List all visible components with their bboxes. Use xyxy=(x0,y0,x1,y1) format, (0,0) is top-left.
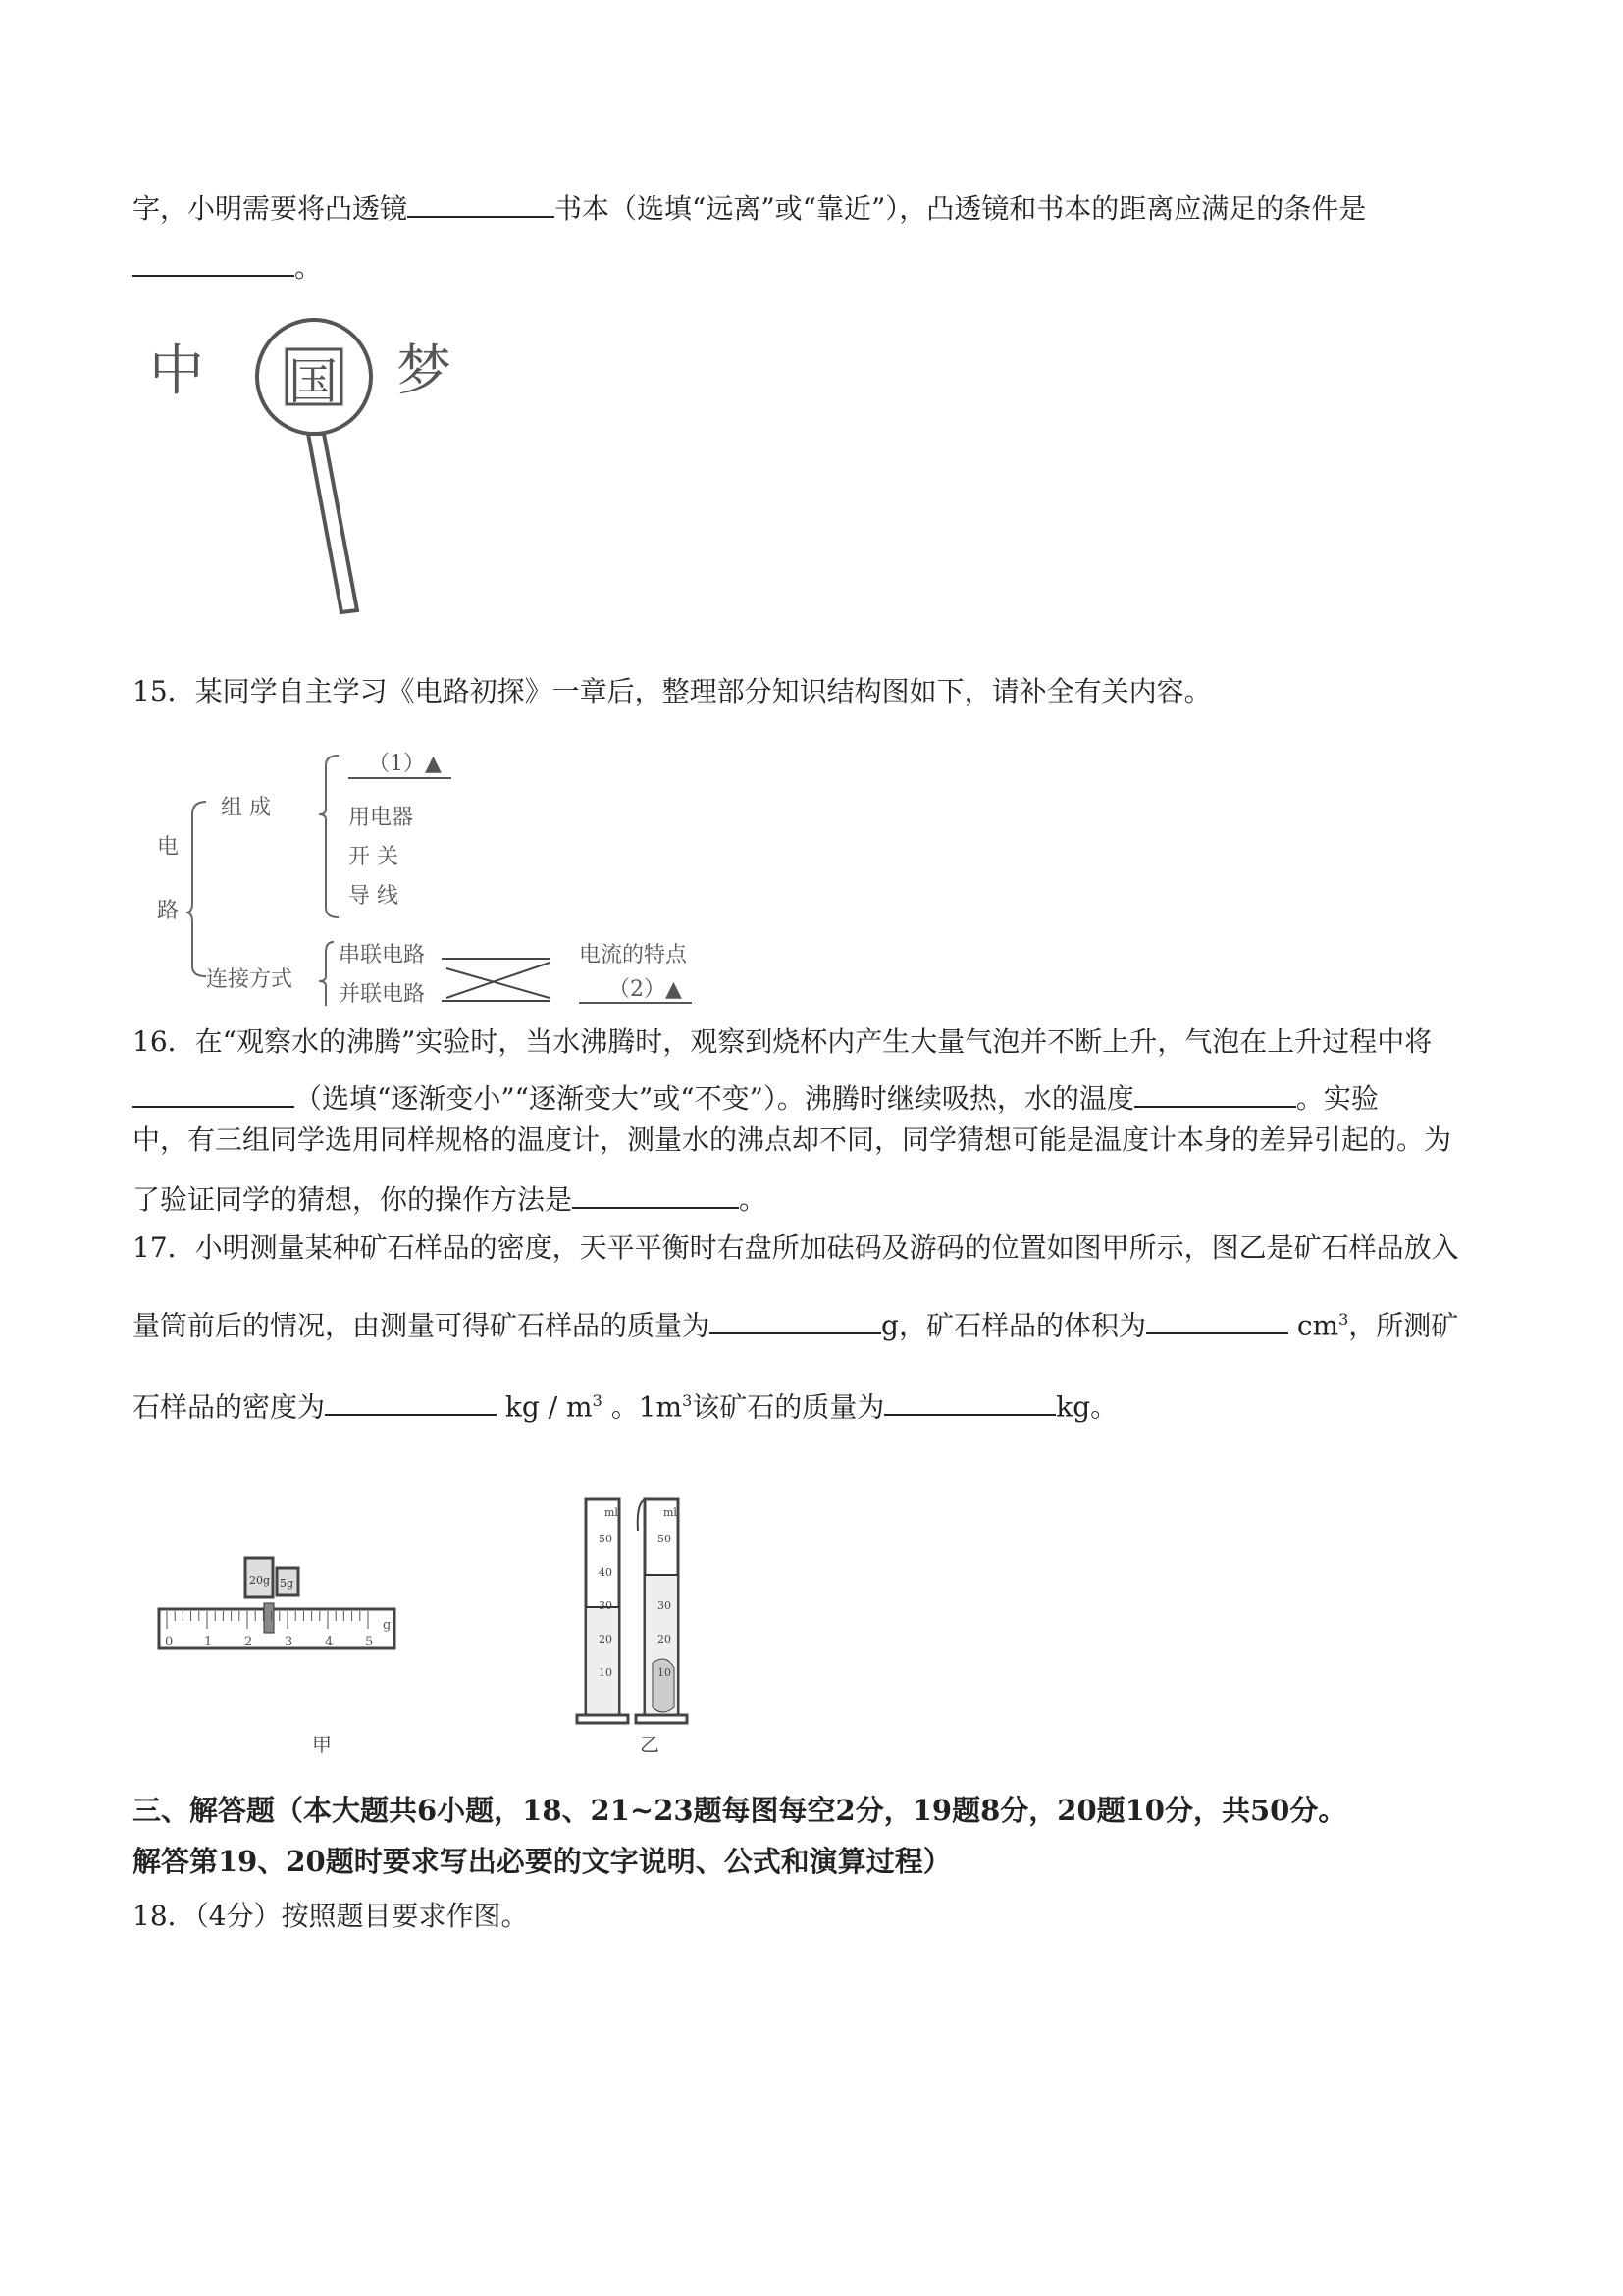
tick: 2 xyxy=(244,1635,253,1649)
text: 开 关 xyxy=(348,845,398,869)
magnifier-handle xyxy=(308,434,357,612)
q16-line4 xyxy=(132,1177,766,1220)
q16-line3: 中，有三组同学选用同样规格的温度计，测量水的沸点却不同，同学猜想可能是温度计本身的差异引起的。为 xyxy=(132,1123,1452,1156)
rider xyxy=(264,1603,274,1633)
tick: 0 xyxy=(165,1635,174,1649)
text: 书本（选填“远离”或“靠近”），凸透镜和书本的距离应满足的条件是 xyxy=(554,192,1367,225)
text: 。实验 xyxy=(1295,1082,1379,1115)
balance-figure-jia xyxy=(159,1558,394,1756)
q14-line2 xyxy=(132,245,322,287)
unit: g xyxy=(383,1618,392,1633)
q16-line2 xyxy=(132,1076,1379,1119)
unit: ml xyxy=(663,1506,677,1519)
text: kg。 xyxy=(1056,1390,1119,1424)
tick: 30 xyxy=(599,1599,612,1612)
text: 连接方式 xyxy=(206,967,293,992)
text: 。 xyxy=(294,251,323,284)
tick: 30 xyxy=(657,1599,671,1612)
text: 电流的特点 xyxy=(579,943,688,967)
density-experiment-figure xyxy=(147,1472,795,1766)
tick: 3 xyxy=(285,1635,293,1649)
text: 字，小明需要将凸透镜 xyxy=(132,192,408,225)
char: 国 xyxy=(288,353,338,410)
tick: 20 xyxy=(599,1633,612,1645)
text: 用电器 xyxy=(348,806,414,830)
text: 3 xyxy=(1338,1310,1349,1329)
section-heading: 三、解答题（本大题共6小题，18、21~23题每图每空2分，19题8分，20题10分，共50分。 xyxy=(132,1794,1347,1827)
q15-text: 15．某同学自主学习《电路初探》一章后，整理部分知识结构图如下，请补全有关内容。 xyxy=(132,675,1212,707)
answer-blank xyxy=(1146,1303,1288,1334)
q14-line1 xyxy=(132,186,1366,229)
text: 电 xyxy=(157,835,180,860)
text: 石样品的密度为 xyxy=(132,1390,326,1424)
q17-line1: 17．小明测量某种矿石样品的密度，天平平衡时右盘所加砝码及游码的位置如图甲所示，图乙是矿石样品放入 xyxy=(132,1231,1459,1264)
tick: 4 xyxy=(325,1635,334,1649)
unit: ml xyxy=(604,1506,618,1519)
answer-blank xyxy=(325,1384,497,1416)
answer-blank xyxy=(709,1303,881,1334)
tick: 40 xyxy=(599,1566,612,1579)
text: 导 线 xyxy=(348,884,398,909)
figure-label: 乙 xyxy=(640,1733,659,1756)
answer-blank xyxy=(407,186,554,218)
text: 并联电路 xyxy=(339,982,426,1006)
text: 量筒前后的情况，由测量可得矿石样品的质量为 xyxy=(132,1309,710,1342)
tick: 20 xyxy=(657,1633,671,1645)
text: 了验证同学的猜想，你的操作方法是 xyxy=(132,1183,573,1216)
answer-blank xyxy=(132,245,294,277)
circuit-knowledge-diagram xyxy=(147,741,707,1006)
q17-line2 xyxy=(132,1300,1458,1345)
text: ，所测矿 xyxy=(1348,1309,1459,1342)
q16-line1: 16．在“观察水的沸腾”实验时，当水沸腾时，观察到烧杯内产生大量气泡并不断上升，气泡在上升过程中将 xyxy=(132,1025,1433,1058)
blank-item-1: （1）▲ xyxy=(368,752,442,776)
text: 3 xyxy=(682,1391,693,1410)
weight-label: 5g xyxy=(280,1577,294,1590)
tick: 50 xyxy=(657,1533,671,1545)
cylinders-figure-yi xyxy=(577,1499,687,1756)
char: 梦 xyxy=(396,339,451,403)
magnifier-figure xyxy=(139,316,473,650)
q18-text: 18．（4分）按照题目要求作图。 xyxy=(132,1900,529,1932)
text: 组 成 xyxy=(221,796,271,820)
text: 3 xyxy=(592,1391,602,1410)
answer-blank xyxy=(572,1177,739,1209)
figure-label: 甲 xyxy=(312,1733,332,1756)
text: cm xyxy=(1296,1309,1339,1342)
section-note: 解答第19、20题时要求写出必要的文字说明、公式和演算过程） xyxy=(132,1845,952,1878)
text: （选填“逐渐变小”“逐渐变大”或“不变”）。沸腾时继续吸热，水的温度 xyxy=(294,1082,1134,1115)
answer-blank xyxy=(884,1384,1056,1416)
tick: 50 xyxy=(599,1533,612,1545)
answer-blank xyxy=(132,1076,294,1108)
text: g，矿石样品的体积为 xyxy=(881,1309,1146,1342)
text: 。1m xyxy=(610,1390,683,1424)
tick: 5 xyxy=(365,1635,374,1649)
text: 该矿石的质量为 xyxy=(692,1390,885,1424)
tick: 10 xyxy=(657,1666,671,1679)
blank-item-2: （2）▲ xyxy=(608,977,682,1002)
tick: 1 xyxy=(204,1635,213,1649)
char: 中 xyxy=(149,339,204,403)
text: 路 xyxy=(157,899,180,923)
text: 。 xyxy=(739,1183,767,1216)
answer-blank xyxy=(1134,1076,1296,1108)
weight-label: 20g xyxy=(249,1574,271,1587)
text: kg / m xyxy=(504,1390,593,1424)
text: 串联电路 xyxy=(339,943,426,967)
tick: 10 xyxy=(599,1666,612,1679)
q17-line3 xyxy=(132,1382,1118,1427)
